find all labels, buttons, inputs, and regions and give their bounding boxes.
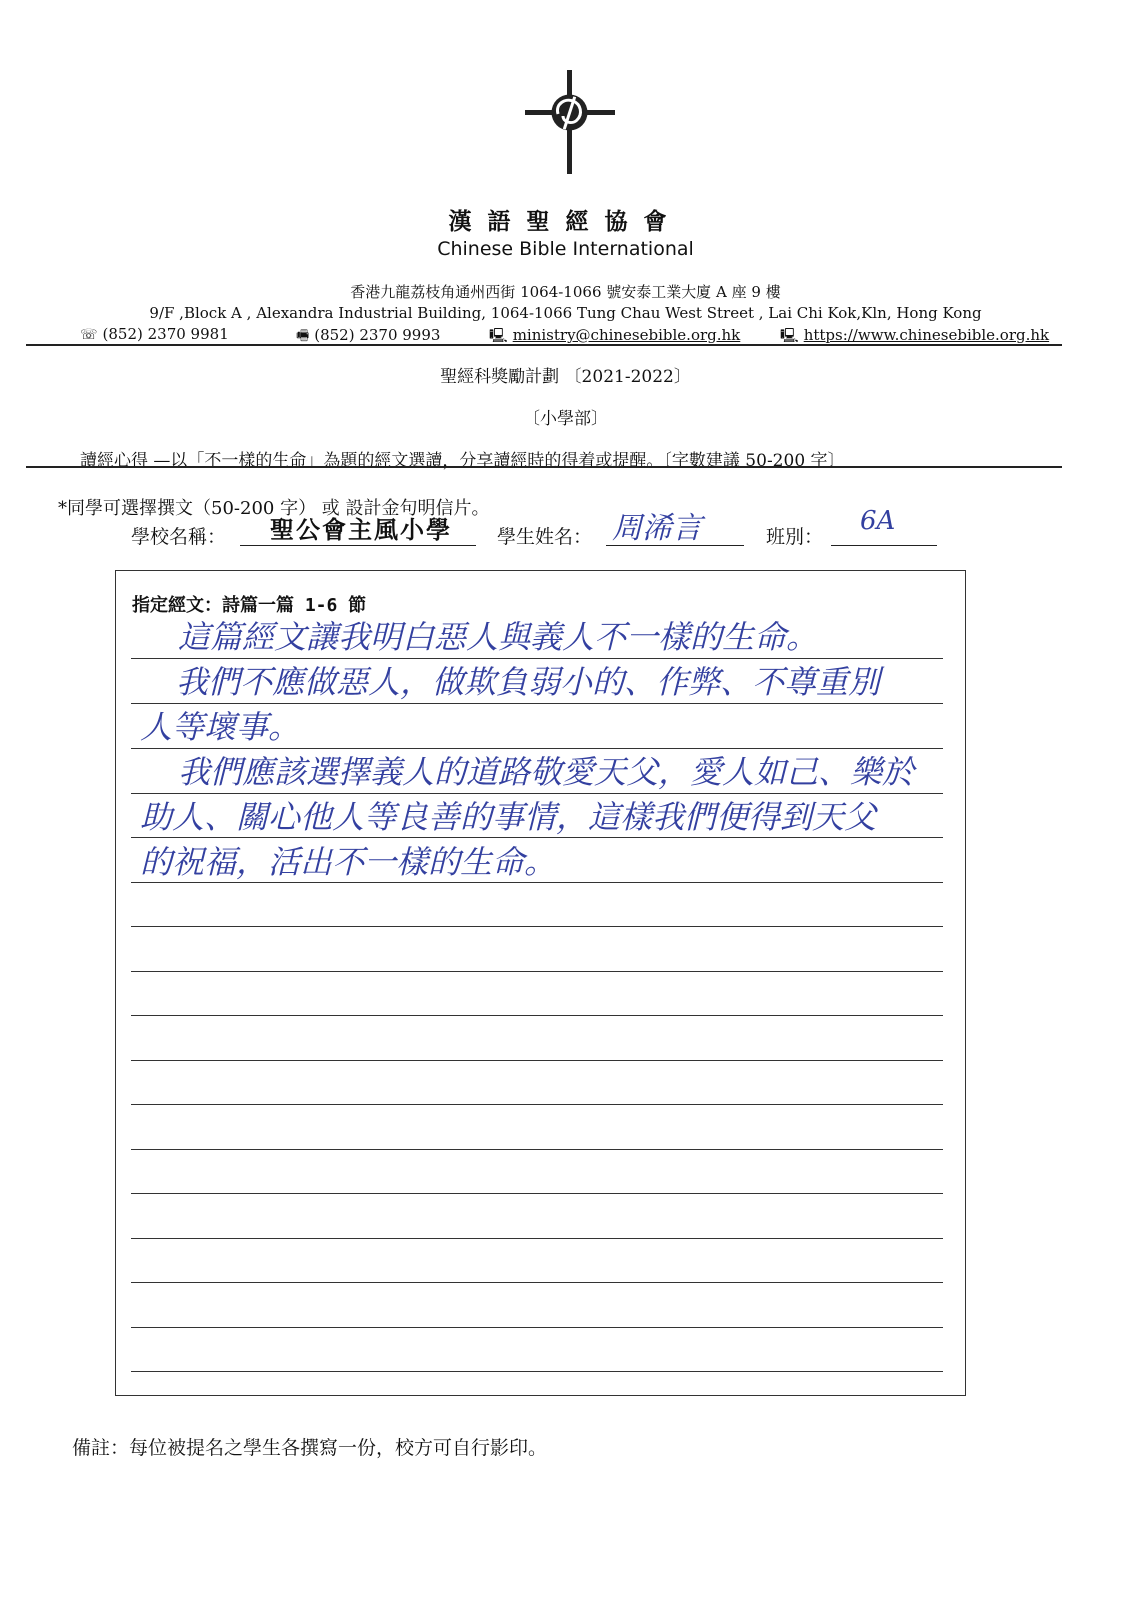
website-link[interactable]: https://www.chinesebible.org.hk — [803, 326, 1050, 344]
address-zh: 香港九龍荔枝角通州西街 1064-1066 號安泰工業大廈 A 座 9 樓 — [350, 283, 781, 301]
org-name-en: Chinese Bible International — [437, 238, 694, 260]
school-value: 聖公會主風小學 — [270, 516, 452, 544]
class-field-line — [831, 545, 937, 546]
essay-line: 助人、關心他人等良善的事情，這樣我們便得到天父 — [140, 798, 877, 836]
address-en: 9/F ,Block A , Alexandra Industrial Building, 1064-1066 Tung Chau West Street , Lai Chi Kok,Kln, Hong Kong — [149, 304, 982, 322]
theme-divider — [26, 466, 1062, 468]
fax-number: (852) 2370 9993 — [314, 326, 441, 344]
ruled-line — [131, 703, 943, 704]
phone-icon: ☏ — [80, 327, 98, 343]
class-label: 班別： — [766, 526, 824, 548]
essay-line: 人等壞事。 — [140, 708, 301, 746]
ruled-line — [131, 1371, 943, 1372]
ruled-line — [131, 1238, 943, 1239]
ruled-line — [131, 1104, 943, 1105]
computer-icon: 🖳 — [489, 328, 508, 344]
footer-note: 備註：每位被提名之學生各撰寫一份，校方可自行影印。 — [72, 1437, 548, 1459]
school-label: 學校名稱： — [131, 526, 227, 548]
ruled-line — [131, 1060, 943, 1061]
theme-instruction: 讀經心得 —以「不一樣的生命」為題的經文選讀，分享讀經時的得着或提醒。〔字數建議 50-200 字〕 — [80, 451, 845, 471]
ruled-line — [131, 926, 943, 927]
phone-number: (852) 2370 9981 — [102, 325, 229, 343]
ruled-line — [131, 837, 943, 838]
ruled-line — [131, 1015, 943, 1016]
ruled-line — [131, 882, 943, 883]
org-name-zh: 漢語聖經協會 — [448, 209, 683, 235]
student-value: 周浠言 — [612, 511, 702, 546]
phone-contact — [80, 325, 229, 343]
ruled-line — [131, 971, 943, 972]
computer-icon: 🖳 — [780, 328, 799, 344]
ruled-line — [131, 1327, 943, 1328]
ruled-line — [131, 1282, 943, 1283]
ruled-line — [131, 658, 943, 659]
ruled-line — [131, 748, 943, 749]
essay-line: 我們應該選擇義人的道路敬愛天父，愛人如己、樂於 — [178, 753, 915, 791]
ruled-line — [131, 1193, 943, 1194]
cross-logo-icon — [525, 70, 615, 174]
fax-icon: 🖷 — [296, 328, 310, 344]
student-label: 學生姓名： — [497, 526, 593, 548]
essay-line: 的祝福，活出不一樣的生命。 — [140, 843, 557, 881]
school-field-line — [240, 545, 476, 546]
essay-line: 我們不應做惡人，做欺負弱小的、作弊、不尊重別 — [176, 663, 881, 701]
ruled-line — [131, 1149, 943, 1150]
passage-label: 指定經文：詩篇一篇 1-6 節 — [132, 595, 367, 616]
program-title: 聖經科獎勵計劃 〔2021-2022〕 — [440, 367, 691, 387]
header-divider — [26, 344, 1062, 346]
class-value: 6A — [860, 506, 896, 536]
ruled-line — [131, 793, 943, 794]
option-note: *同學可選擇撰文（50-200 字） 或 設計金句明信片。 — [58, 498, 490, 519]
essay-line: 這篇經文讓我明白惡人與義人不一樣的生命。 — [178, 618, 819, 656]
division-label: 〔小學部〕 — [523, 409, 608, 429]
email-link[interactable]: ministry@chinesebible.org.hk — [512, 326, 741, 344]
